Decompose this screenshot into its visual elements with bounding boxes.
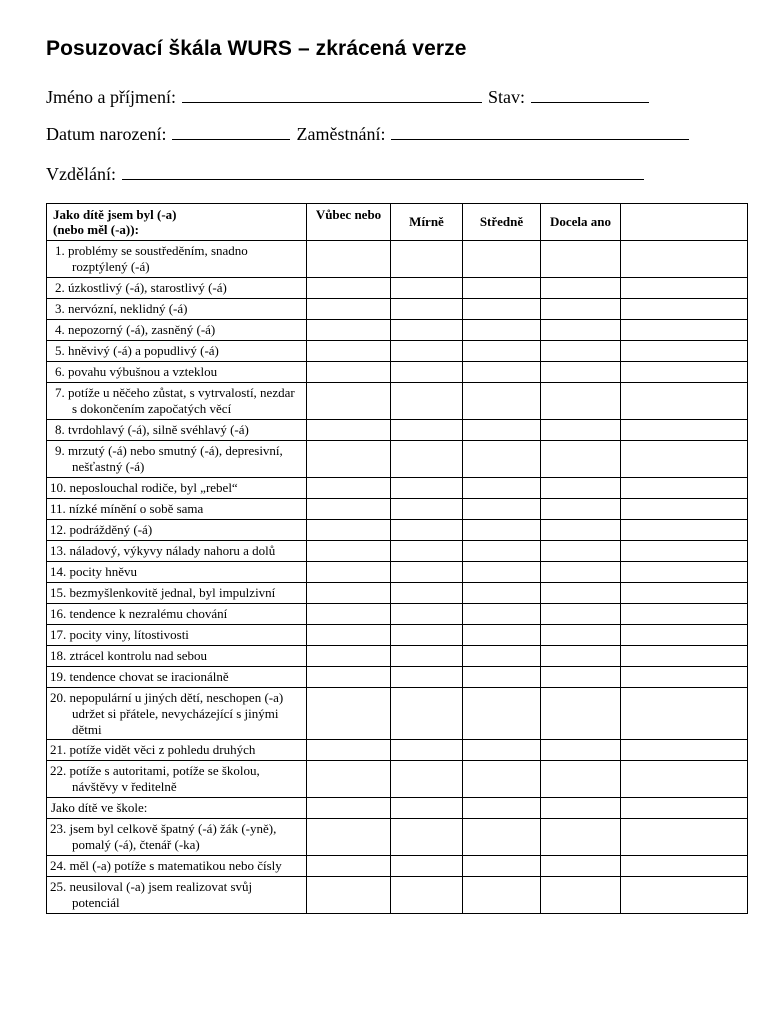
answer-cell[interactable] bbox=[391, 478, 463, 499]
column-header-vubec: Vůbec nebo bbox=[307, 204, 391, 241]
answer-cell[interactable] bbox=[621, 299, 748, 320]
header-line-2: (nebo měl (-a)): bbox=[53, 222, 139, 237]
table-row bbox=[47, 362, 748, 383]
answer-cell[interactable] bbox=[391, 667, 463, 688]
answer-cell[interactable] bbox=[463, 562, 541, 583]
answer-cell[interactable] bbox=[463, 499, 541, 520]
answer-cell[interactable] bbox=[621, 583, 748, 604]
education-field[interactable] bbox=[122, 163, 644, 180]
answer-cell[interactable] bbox=[307, 383, 391, 420]
answer-cell[interactable] bbox=[307, 625, 391, 646]
table-row bbox=[47, 625, 748, 646]
answer-cell[interactable] bbox=[463, 278, 541, 299]
column-header-mirne: Mírně bbox=[391, 204, 463, 241]
table-row bbox=[47, 341, 748, 362]
table-row bbox=[47, 856, 748, 877]
answer-cell[interactable] bbox=[541, 320, 621, 341]
answer-cell[interactable] bbox=[621, 761, 748, 798]
job-label: Zaměstnání: bbox=[296, 124, 386, 144]
item-text: 12. podrážděný (-á) bbox=[47, 520, 307, 541]
answer-cell bbox=[463, 798, 541, 819]
column-header-docela-ano: Docela ano bbox=[541, 204, 621, 241]
answer-cell[interactable] bbox=[463, 740, 541, 761]
column-header-stredne: Středně bbox=[463, 204, 541, 241]
answer-cell[interactable] bbox=[391, 420, 463, 441]
answer-cell[interactable] bbox=[621, 740, 748, 761]
answer-cell[interactable] bbox=[307, 241, 391, 278]
answer-cell[interactable] bbox=[307, 740, 391, 761]
name-row bbox=[46, 86, 649, 108]
education-label: Vzdělání: bbox=[46, 164, 116, 184]
answer-cell[interactable] bbox=[391, 320, 463, 341]
answer-cell[interactable] bbox=[621, 819, 748, 856]
answer-cell[interactable] bbox=[463, 320, 541, 341]
table-row bbox=[47, 583, 748, 604]
answer-cell[interactable] bbox=[307, 420, 391, 441]
table-row bbox=[47, 420, 748, 441]
page-title: Posuzovací škála WURS – zkrácená verze bbox=[46, 37, 467, 60]
table-row bbox=[47, 499, 748, 520]
answer-cell[interactable] bbox=[621, 520, 748, 541]
answer-cell[interactable] bbox=[621, 541, 748, 562]
answer-cell[interactable] bbox=[621, 877, 748, 914]
answer-cell[interactable] bbox=[621, 383, 748, 420]
answer-cell[interactable] bbox=[621, 688, 748, 740]
table-header-row bbox=[47, 204, 748, 241]
answer-cell[interactable] bbox=[391, 625, 463, 646]
answer-cell[interactable] bbox=[621, 441, 748, 478]
answer-cell[interactable] bbox=[621, 320, 748, 341]
answer-cell[interactable] bbox=[307, 478, 391, 499]
item-text: 15. bezmyšlenkovitě jednal, byl impulzivní bbox=[47, 583, 307, 604]
answer-cell[interactable] bbox=[463, 520, 541, 541]
section-label: Jako dítě ve škole: bbox=[47, 798, 307, 819]
answer-cell[interactable] bbox=[391, 819, 463, 856]
answer-cell[interactable] bbox=[463, 646, 541, 667]
answer-cell[interactable] bbox=[621, 856, 748, 877]
item-text: 18. ztrácel kontrolu nad sebou bbox=[47, 646, 307, 667]
answer-cell bbox=[391, 798, 463, 819]
answer-cell[interactable] bbox=[541, 856, 621, 877]
birth-field[interactable] bbox=[172, 123, 290, 140]
answer-cell[interactable] bbox=[463, 688, 541, 740]
answer-cell[interactable] bbox=[391, 877, 463, 914]
answer-cell[interactable] bbox=[541, 441, 621, 478]
table-row bbox=[47, 520, 748, 541]
answer-cell[interactable] bbox=[621, 362, 748, 383]
answer-cell[interactable] bbox=[463, 625, 541, 646]
header-item-column bbox=[47, 204, 307, 241]
answer-cell[interactable] bbox=[463, 604, 541, 625]
item-text: 21. potíže vidět věci z pohledu druhých bbox=[47, 740, 307, 761]
answer-cell[interactable] bbox=[463, 667, 541, 688]
table-row bbox=[47, 877, 748, 914]
answer-cell[interactable] bbox=[307, 604, 391, 625]
answer-cell[interactable] bbox=[391, 341, 463, 362]
answer-cell[interactable] bbox=[463, 819, 541, 856]
answer-cell[interactable] bbox=[307, 856, 391, 877]
item-text: 16. tendence k nezralému chování bbox=[47, 604, 307, 625]
answer-cell[interactable] bbox=[541, 341, 621, 362]
item-text: 14. pocity hněvu bbox=[47, 562, 307, 583]
name-label: Jméno a příjmení: bbox=[46, 87, 176, 107]
column-header-blank bbox=[621, 204, 748, 241]
answer-cell[interactable] bbox=[463, 583, 541, 604]
item-text: 8. tvrdohlavý (-á), silně svéhlavý (-á) bbox=[47, 420, 307, 441]
table-row bbox=[47, 819, 748, 856]
answer-cell[interactable] bbox=[391, 856, 463, 877]
answer-cell[interactable] bbox=[541, 604, 621, 625]
status-field[interactable] bbox=[531, 86, 649, 103]
answer-cell[interactable] bbox=[541, 499, 621, 520]
table-row bbox=[47, 667, 748, 688]
answer-cell[interactable] bbox=[541, 278, 621, 299]
answer-cell[interactable] bbox=[463, 362, 541, 383]
status-label: Stav: bbox=[487, 87, 525, 107]
table-row bbox=[47, 562, 748, 583]
item-text: 2. úzkostlivý (-á), starostlivý (-á) bbox=[47, 278, 307, 299]
item-text: 5. hněvivý (-á) a popudlivý (-á) bbox=[47, 341, 307, 362]
answer-cell[interactable] bbox=[391, 541, 463, 562]
answer-cell[interactable] bbox=[541, 541, 621, 562]
table-row bbox=[47, 441, 748, 478]
answer-cell[interactable] bbox=[307, 583, 391, 604]
answer-cell[interactable] bbox=[307, 688, 391, 740]
item-text: 17. pocity viny, lítostivosti bbox=[47, 625, 307, 646]
table-row bbox=[47, 241, 748, 278]
answer-cell[interactable] bbox=[541, 520, 621, 541]
answer-cell bbox=[541, 798, 621, 819]
table-row bbox=[47, 604, 748, 625]
item-text: 4. nepozorný (-á), zasněný (-á) bbox=[47, 320, 307, 341]
answer-cell[interactable] bbox=[621, 667, 748, 688]
table-row bbox=[47, 740, 748, 761]
answer-cell[interactable] bbox=[621, 625, 748, 646]
answer-cell[interactable] bbox=[391, 299, 463, 320]
rating-table bbox=[46, 203, 748, 914]
job-field[interactable] bbox=[391, 123, 689, 140]
answer-cell[interactable] bbox=[307, 520, 391, 541]
answer-cell bbox=[307, 798, 391, 819]
answer-cell[interactable] bbox=[391, 761, 463, 798]
table-row bbox=[47, 478, 748, 499]
answer-cell[interactable] bbox=[541, 362, 621, 383]
table-row bbox=[47, 320, 748, 341]
answer-cell[interactable] bbox=[621, 420, 748, 441]
answer-cell[interactable] bbox=[621, 478, 748, 499]
table-row bbox=[47, 761, 748, 798]
answer-cell[interactable] bbox=[541, 299, 621, 320]
answer-cell[interactable] bbox=[391, 520, 463, 541]
item-text: 19. tendence chovat se iracionálně bbox=[47, 667, 307, 688]
answer-cell[interactable] bbox=[541, 562, 621, 583]
answer-cell[interactable] bbox=[621, 241, 748, 278]
item-text: 3. nervózní, neklidný (-á) bbox=[47, 299, 307, 320]
answer-cell[interactable] bbox=[621, 562, 748, 583]
item-text: 25. neusiloval (-a) jsem realizovat svůj potenciál bbox=[47, 877, 307, 914]
answer-cell[interactable] bbox=[541, 420, 621, 441]
header-line-1: Jako dítě jsem byl (-a) bbox=[53, 207, 177, 222]
item-text: 13. náladový, výkyvy nálady nahoru a dolů bbox=[47, 541, 307, 562]
answer-cell[interactable] bbox=[621, 499, 748, 520]
item-text: 20. nepopulární u jiných dětí, neschopen (-a) udržet si přátele, nevycházející s jinými dětmi bbox=[47, 688, 307, 740]
answer-cell[interactable] bbox=[541, 646, 621, 667]
answer-cell[interactable] bbox=[307, 819, 391, 856]
answer-cell[interactable] bbox=[307, 278, 391, 299]
item-text: 7. potíže u něčeho zůstat, s vytrvalostí, nezdar s dokončením započatých věcí bbox=[47, 383, 307, 420]
birth-label: Datum narození: bbox=[46, 124, 167, 144]
answer-cell[interactable] bbox=[621, 646, 748, 667]
table-section-row bbox=[47, 798, 748, 819]
answer-cell[interactable] bbox=[541, 241, 621, 278]
answer-cell[interactable] bbox=[307, 441, 391, 478]
education-row bbox=[46, 163, 644, 185]
item-text: 6. povahu výbušnou a vzteklou bbox=[47, 362, 307, 383]
answer-cell bbox=[621, 798, 748, 819]
answer-cell[interactable] bbox=[621, 278, 748, 299]
item-text: 11. nízké mínění o sobě sama bbox=[47, 499, 307, 520]
answer-cell[interactable] bbox=[463, 478, 541, 499]
answer-cell[interactable] bbox=[391, 688, 463, 740]
answer-cell[interactable] bbox=[391, 441, 463, 478]
answer-cell[interactable] bbox=[621, 604, 748, 625]
answer-cell[interactable] bbox=[391, 241, 463, 278]
answer-cell[interactable] bbox=[541, 583, 621, 604]
answer-cell[interactable] bbox=[463, 299, 541, 320]
answer-cell[interactable] bbox=[463, 761, 541, 798]
table-row bbox=[47, 299, 748, 320]
answer-cell[interactable] bbox=[463, 383, 541, 420]
answer-cell[interactable] bbox=[541, 877, 621, 914]
answer-cell[interactable] bbox=[307, 761, 391, 798]
item-text: 1. problémy se soustředěním, snadno rozptýlený (-á) bbox=[47, 241, 307, 278]
item-text: 24. měl (-a) potíže s matematikou nebo čísly bbox=[47, 856, 307, 877]
item-text: 22. potíže s autoritami, potíže se školou, návštěvy v ředitelně bbox=[47, 761, 307, 798]
answer-cell[interactable] bbox=[463, 341, 541, 362]
item-text: 23. jsem byl celkově špatný (-á) žák (-yně), pomalý (-á), čtenář (-ka) bbox=[47, 819, 307, 856]
answer-cell[interactable] bbox=[391, 740, 463, 761]
answer-cell[interactable] bbox=[463, 541, 541, 562]
answer-cell[interactable] bbox=[541, 761, 621, 798]
answer-cell[interactable] bbox=[541, 740, 621, 761]
answer-cell[interactable] bbox=[307, 541, 391, 562]
answer-cell[interactable] bbox=[541, 688, 621, 740]
birth-row bbox=[46, 123, 689, 145]
answer-cell[interactable] bbox=[391, 604, 463, 625]
answer-cell[interactable] bbox=[391, 562, 463, 583]
name-field[interactable] bbox=[182, 86, 482, 103]
item-text: 10. neposlouchal rodiče, byl „rebel“ bbox=[47, 478, 307, 499]
table-row bbox=[47, 646, 748, 667]
answer-cell[interactable] bbox=[541, 667, 621, 688]
answer-cell[interactable] bbox=[391, 583, 463, 604]
answer-cell[interactable] bbox=[307, 646, 391, 667]
answer-cell[interactable] bbox=[541, 819, 621, 856]
answer-cell[interactable] bbox=[391, 278, 463, 299]
answer-cell[interactable] bbox=[307, 320, 391, 341]
answer-cell[interactable] bbox=[541, 383, 621, 420]
answer-cell[interactable] bbox=[307, 667, 391, 688]
answer-cell[interactable] bbox=[307, 299, 391, 320]
answer-cell[interactable] bbox=[307, 562, 391, 583]
answer-cell[interactable] bbox=[463, 441, 541, 478]
answer-cell[interactable] bbox=[307, 362, 391, 383]
answer-cell[interactable] bbox=[621, 341, 748, 362]
answer-cell[interactable] bbox=[463, 856, 541, 877]
answer-cell[interactable] bbox=[307, 877, 391, 914]
answer-cell[interactable] bbox=[463, 877, 541, 914]
answer-cell[interactable] bbox=[391, 383, 463, 420]
answer-cell[interactable] bbox=[391, 362, 463, 383]
answer-cell[interactable] bbox=[391, 646, 463, 667]
answer-cell[interactable] bbox=[463, 420, 541, 441]
item-text: 9. mrzutý (-á) nebo smutný (-á), depresivní, nešťastný (-á) bbox=[47, 441, 307, 478]
answer-cell[interactable] bbox=[541, 478, 621, 499]
table-row bbox=[47, 541, 748, 562]
table-row bbox=[47, 688, 748, 740]
answer-cell[interactable] bbox=[307, 499, 391, 520]
table-row bbox=[47, 278, 748, 299]
answer-cell[interactable] bbox=[541, 625, 621, 646]
answer-cell[interactable] bbox=[463, 241, 541, 278]
table-row bbox=[47, 383, 748, 420]
answer-cell[interactable] bbox=[307, 341, 391, 362]
answer-cell[interactable] bbox=[391, 499, 463, 520]
